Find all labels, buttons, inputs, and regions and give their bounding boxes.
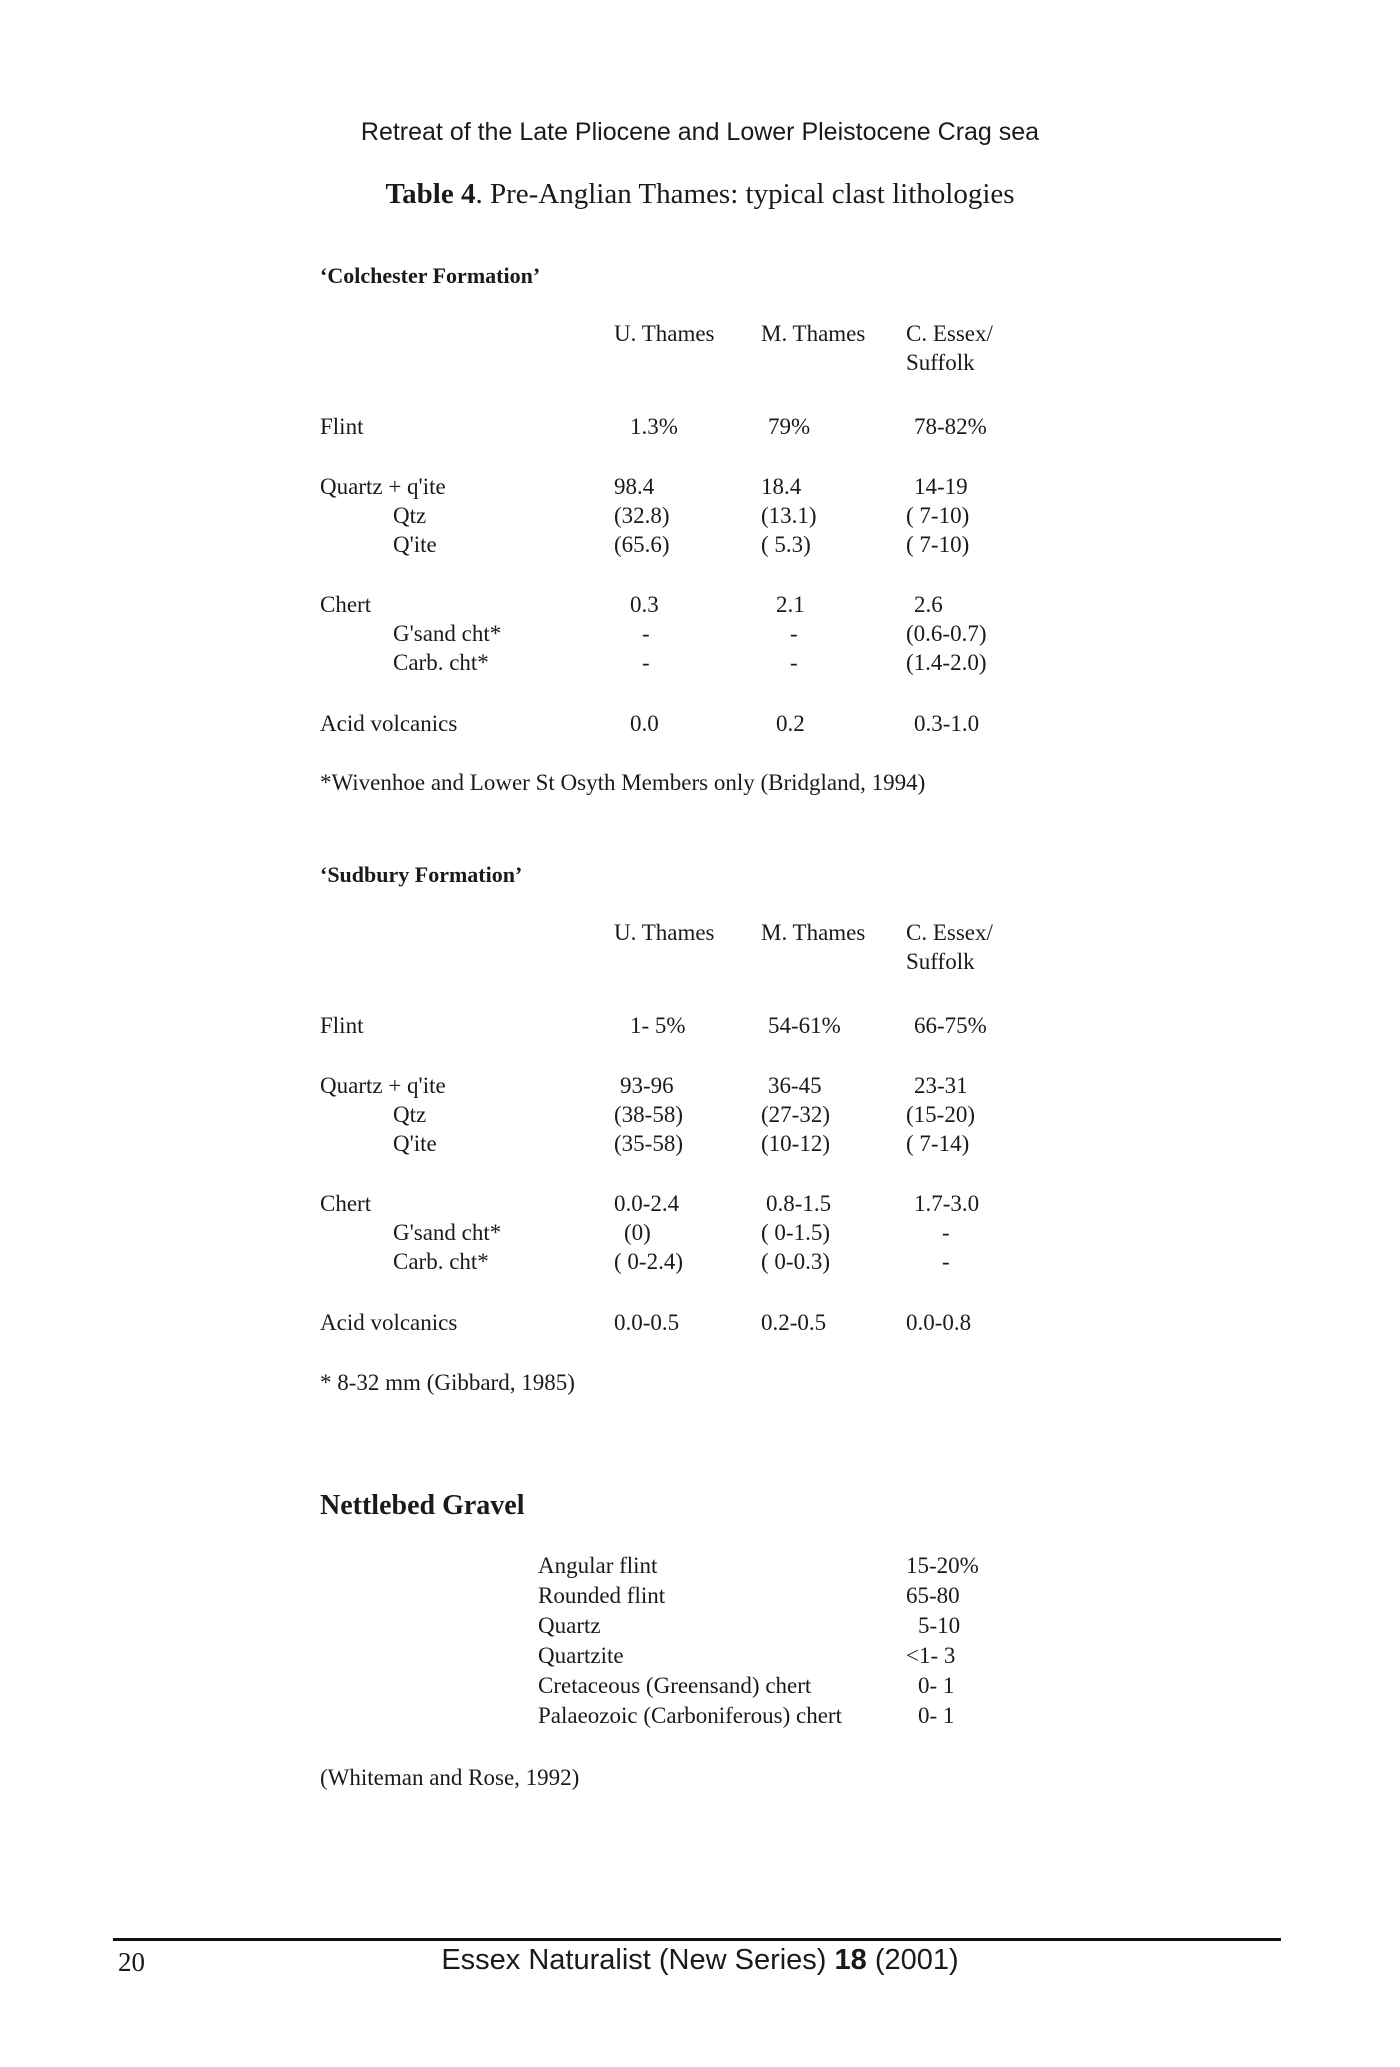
nettlebed-value: 5-10 [918, 1613, 961, 1638]
sudbury-footnote: * 8-32 mm (Gibbard, 1985) [320, 1370, 575, 1395]
sudbury-cell: 93-96 [620, 1073, 674, 1098]
sudbury-cell: 66-75% [914, 1013, 987, 1038]
colchester-cell: 0.2 [776, 711, 805, 736]
colchester-cell: 0.3-1.0 [914, 711, 980, 736]
colchester-label-carb: Carb. cht* [393, 650, 489, 675]
sudbury-label-chert: Chert [320, 1191, 372, 1216]
journal-citation [0, 1944, 1400, 1977]
nettlebed-item: Rounded flint [538, 1583, 666, 1608]
colchester-label-qtz: Qtz [393, 503, 427, 528]
nettlebed-value: 15-20% [906, 1553, 979, 1578]
sudbury-cell: 1.7-3.0 [914, 1191, 980, 1216]
colchester-label-acid: Acid volcanics [320, 711, 458, 736]
sudbury-cell: (27-32) [761, 1102, 830, 1127]
colchester-cell: 14-19 [914, 474, 968, 499]
colchester-col-u-thames: U. Thames [614, 321, 715, 346]
nettlebed-value: 0- 1 [918, 1673, 955, 1698]
colchester-cell: (32.8) [614, 503, 670, 528]
sudbury-cell: 23-31 [914, 1073, 968, 1098]
sudbury-cell: 0.0-2.4 [614, 1191, 680, 1216]
sudbury-cell: 0.0-0.8 [906, 1310, 972, 1335]
sudbury-cell: - [942, 1220, 950, 1245]
colchester-cell: - [790, 650, 798, 675]
sudbury-cell: 0.8-1.5 [766, 1191, 832, 1216]
colchester-cell: (1.4-2.0) [906, 650, 987, 675]
journal-name: Essex Naturalist (New Series) [441, 1944, 835, 1976]
nettlebed-source: (Whiteman and Rose, 1992) [320, 1765, 580, 1790]
colchester-cell: - [642, 650, 650, 675]
colchester-label-flint: Flint [320, 414, 364, 439]
sudbury-label-carb: Carb. cht* [393, 1249, 489, 1274]
nettlebed-item: Cretaceous (Greensand) chert [538, 1673, 812, 1698]
sudbury-cell: 54-61% [768, 1013, 841, 1038]
sudbury-col-m-thames: M. Thames [761, 920, 866, 945]
sudbury-col-essex: C. Essex/ [906, 920, 993, 945]
table-label: Table 4 [385, 178, 476, 210]
sudbury-cell: (15-20) [906, 1102, 975, 1127]
colchester-label-gsand: G'sand cht* [393, 621, 502, 646]
sudbury-cell: 36-45 [768, 1073, 822, 1098]
colchester-cell: 2.1 [776, 592, 805, 617]
colchester-cell: ( 7-10) [906, 532, 970, 557]
colchester-cell: 18.4 [761, 474, 802, 499]
sudbury-cell: ( 0-1.5) [761, 1220, 830, 1245]
colchester-label-qite: Q'ite [393, 532, 437, 557]
sudbury-cell: (38-58) [614, 1102, 683, 1127]
sudbury-col-u-thames: U. Thames [614, 920, 715, 945]
sudbury-cell: (10-12) [761, 1131, 830, 1156]
colchester-cell: 1.3% [630, 414, 678, 439]
sudbury-cell: ( 0-2.4) [614, 1249, 683, 1274]
sudbury-cell: 0.2-0.5 [761, 1310, 827, 1335]
page-number: 20 [118, 1947, 145, 1977]
sudbury-label-gsand: G'sand cht* [393, 1220, 502, 1245]
colchester-cell: 2.6 [914, 592, 943, 617]
colchester-cell: 78-82% [914, 414, 987, 439]
colchester-cell: ( 7-10) [906, 503, 970, 528]
nettlebed-item: Quartzite [538, 1643, 624, 1668]
colchester-cell: (13.1) [761, 503, 817, 528]
journal-volume: 18 [834, 1944, 867, 1976]
table-title [0, 178, 1400, 211]
sudbury-cell: (0) [624, 1220, 651, 1245]
nettlebed-value: 65-80 [906, 1583, 960, 1608]
sudbury-label-qite: Q'ite [393, 1131, 437, 1156]
sudbury-label-qtz: Qtz [393, 1102, 427, 1127]
colchester-cell: 0.0 [630, 711, 659, 736]
sudbury-col-suffolk: Suffolk [906, 949, 975, 974]
sudbury-label-quartz: Quartz + q'ite [320, 1073, 446, 1098]
nettlebed-value: 0- 1 [918, 1703, 955, 1728]
colchester-col-suffolk: Suffolk [906, 350, 975, 375]
sudbury-cell: - [942, 1249, 950, 1274]
sudbury-cell: 0.0-0.5 [614, 1310, 680, 1335]
nettlebed-item: Quartz [538, 1613, 601, 1638]
colchester-label-chert: Chert [320, 592, 372, 617]
sudbury-cell: ( 0-0.3) [761, 1249, 830, 1274]
colchester-cell: 0.3 [630, 592, 659, 617]
colchester-cell: - [642, 621, 650, 646]
nettlebed-item: Palaeozoic (Carboniferous) chert [538, 1703, 842, 1728]
sudbury-label-flint: Flint [320, 1013, 364, 1038]
running-header: Retreat of the Late Pliocene and Lower Pleistocene Crag sea [360, 118, 1040, 146]
colchester-cell: (0.6-0.7) [906, 621, 987, 646]
colchester-title: ‘Colchester Formation’ [320, 263, 541, 288]
colchester-col-essex: C. Essex/ [906, 321, 993, 346]
sudbury-cell: 1- 5% [630, 1013, 686, 1038]
nettlebed-item: Angular flint [538, 1553, 658, 1578]
colchester-col-m-thames: M. Thames [761, 321, 866, 346]
footer-rule [113, 1938, 1281, 1941]
sudbury-label-acid: Acid volcanics [320, 1310, 458, 1335]
colchester-footnote: *Wivenhoe and Lower St Osyth Members only (Bridgland, 1994) [320, 770, 926, 795]
nettlebed-value: <1- 3 [906, 1643, 956, 1668]
sudbury-title: ‘Sudbury Formation’ [320, 862, 523, 887]
colchester-cell: 79% [768, 414, 811, 439]
colchester-cell: - [790, 621, 798, 646]
journal-year: (2001) [866, 1944, 959, 1976]
colchester-label-quartz: Quartz + q'ite [320, 474, 446, 499]
nettlebed-title: Nettlebed Gravel [320, 1490, 525, 1521]
sudbury-cell: ( 7-14) [906, 1131, 970, 1156]
sudbury-cell: (35-58) [614, 1131, 683, 1156]
colchester-cell: 98.4 [614, 474, 655, 499]
colchester-cell: (65.6) [614, 532, 670, 557]
colchester-cell: ( 5.3) [761, 532, 811, 557]
table-caption: . Pre-Anglian Thames: typical clast lithologies [475, 178, 1015, 210]
